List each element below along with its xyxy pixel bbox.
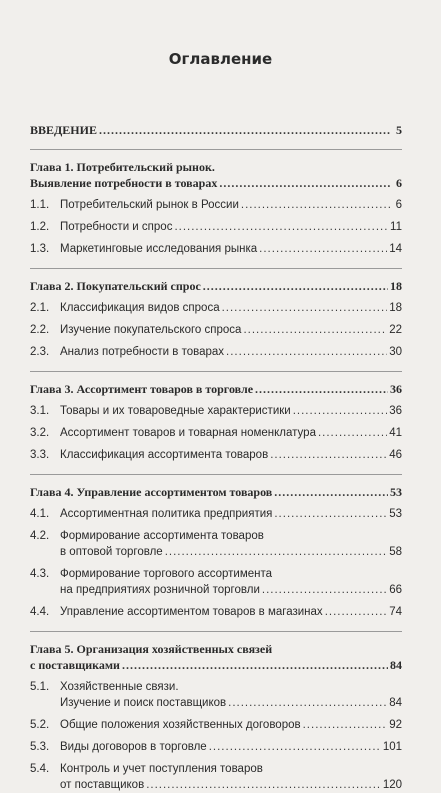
toc-item-line-2[interactable] (30, 582, 402, 598)
toc-page-number: 22 (389, 324, 402, 336)
section-title: Потребности и спрос (60, 221, 173, 233)
section-number: 2.2. (30, 324, 50, 336)
dot-leader (318, 425, 387, 441)
dot-leader (228, 695, 387, 711)
toc-page-number: 36 (389, 405, 402, 417)
toc-chapter-1-line-2[interactable] (30, 175, 402, 191)
toc-page-number: 74 (389, 606, 402, 618)
section-title: Виды договоров в торговле (60, 741, 207, 753)
dot-leader (241, 197, 390, 213)
divider (30, 149, 402, 150)
chapter-title: Выявление потребности в товарах (30, 176, 218, 190)
toc-item[interactable] (30, 717, 402, 733)
toc-page-number: 58 (389, 546, 402, 558)
dot-leader (99, 122, 390, 138)
section-number: 3.1. (30, 405, 50, 417)
section-title: Классификация ассортимента товаров (60, 449, 269, 461)
toc-page-number: 14 (389, 243, 402, 255)
toc-item[interactable] (30, 344, 402, 360)
section-title: на предприятиях розничной торговли (60, 584, 260, 596)
toc-item-line-1[interactable] (30, 679, 402, 695)
toc-page-number: 66 (389, 584, 402, 596)
toc-page-number: 18 (389, 302, 402, 314)
dot-leader (174, 219, 388, 235)
section-title: Формирование ассортимента товаров (60, 530, 264, 542)
toc-page-number: 36 (390, 382, 402, 396)
section-number: 3.2. (30, 427, 50, 439)
chapter-title: Глава 5. Организация хозяйственных связей (30, 642, 273, 656)
section-number: 4.1. (30, 508, 50, 520)
toc-item[interactable] (30, 219, 402, 235)
section-number: 5.1. (30, 681, 50, 693)
chapter-title: Глава 3. Ассортимент товаров в торговле (30, 382, 254, 396)
chapter-title: Глава 2. Покупательский спрос (30, 279, 201, 293)
section-number: 3.3. (30, 449, 50, 461)
toc-item[interactable] (30, 425, 402, 441)
dot-leader (274, 484, 388, 500)
section-number: 1.2. (30, 221, 50, 233)
toc-chapter-4[interactable] (30, 484, 402, 500)
toc-item[interactable] (30, 241, 402, 257)
section-number: 5.2. (30, 719, 50, 731)
table-of-contents (30, 122, 402, 793)
section-number: 1.1. (30, 199, 50, 211)
section-title: Ассортимент товаров и товарная номенклатура (60, 427, 316, 439)
toc-item-line-1[interactable] (30, 528, 402, 544)
section-title: Контроль и учет поступления товаров (60, 763, 263, 775)
dot-leader (303, 717, 388, 733)
dot-leader (274, 506, 387, 522)
section-title: Маркетинговые исследования рынка (60, 243, 258, 255)
toc-page-number: 84 (390, 658, 402, 672)
chapter-title: с поставщиками (30, 658, 120, 672)
toc-intro[interactable] (30, 122, 402, 138)
toc-page-number: 53 (389, 508, 402, 520)
section-title: Товары и их товароведные характеристики (60, 405, 291, 417)
section-number: 2.1. (30, 302, 50, 314)
toc-item-line-2[interactable] (30, 777, 402, 793)
section-title: Изучение и поиск поставщиков (60, 697, 227, 709)
dot-leader (203, 278, 388, 294)
dot-leader (226, 344, 387, 360)
dot-leader (262, 582, 387, 598)
section-title: Ассортиментная политика предприятия (60, 508, 273, 520)
toc-item-line-2[interactable] (30, 695, 402, 711)
toc-page-number: 6 (395, 199, 402, 211)
toc-item[interactable] (30, 403, 402, 419)
divider (30, 631, 402, 632)
toc-chapter-1-line-1[interactable] (30, 159, 402, 175)
chapter-title: Глава 4. Управление ассортиментом товаров (30, 485, 273, 499)
dot-leader (209, 739, 381, 755)
toc-chapter-5-line-1[interactable] (30, 641, 402, 657)
toc-item[interactable] (30, 447, 402, 463)
section-title: от поставщиков (60, 779, 145, 791)
toc-page-number: 11 (390, 221, 402, 233)
section-title: Изучение покупательского спроса (60, 324, 242, 336)
section-number: 4.3. (30, 568, 50, 580)
toc-chapter-3[interactable] (30, 381, 402, 397)
toc-intro-label: ВВЕДЕНИЕ (30, 123, 97, 137)
toc-page-number: 30 (389, 346, 402, 358)
dot-leader (325, 604, 388, 620)
chapter-title: Глава 1. Потребительский рынок. (30, 160, 215, 174)
page-title: Оглавление (168, 50, 273, 68)
toc-page-number: 6 (396, 176, 402, 190)
toc-page-number: 101 (382, 741, 402, 753)
dot-leader (293, 403, 388, 419)
toc-item[interactable] (30, 197, 402, 213)
toc-page-number: 92 (389, 719, 402, 731)
section-number: 5.4. (30, 763, 50, 775)
dot-leader (255, 381, 388, 397)
toc-item-line-2[interactable] (30, 544, 402, 560)
divider (30, 474, 402, 475)
toc-item[interactable] (30, 739, 402, 755)
dot-leader (146, 777, 381, 793)
toc-chapter-5-line-2[interactable] (30, 657, 402, 673)
toc-page-number: 46 (389, 449, 402, 461)
divider (30, 371, 402, 372)
toc-page-number: 5 (396, 123, 402, 137)
toc-item[interactable] (30, 604, 402, 620)
toc-page-number: 41 (389, 427, 402, 439)
section-number: 5.3. (30, 741, 50, 753)
section-title: Общие положения хозяйственных договоров (60, 719, 301, 731)
dot-leader (222, 300, 388, 316)
dot-leader (243, 322, 387, 338)
section-number: 1.3. (30, 243, 50, 255)
toc-page-number: 53 (390, 485, 402, 499)
toc-item[interactable] (30, 506, 402, 522)
section-number: 4.4. (30, 606, 50, 618)
toc-chapter-2[interactable] (30, 278, 402, 294)
section-title: Классификация видов спроса (60, 302, 220, 314)
toc-page-number: 120 (382, 779, 402, 791)
section-title: Управление ассортиментом товаров в магазинах (60, 606, 323, 618)
dot-leader (165, 544, 388, 560)
toc-page-number: 84 (389, 697, 402, 709)
dot-leader (270, 447, 387, 463)
toc-page-number: 18 (390, 279, 402, 293)
toc-item-line-1[interactable] (30, 761, 402, 777)
dot-leader (122, 657, 388, 673)
section-title: Потребительский рынок в России (60, 199, 239, 211)
toc-item-line-1[interactable] (30, 566, 402, 582)
section-number: 2.3. (30, 346, 50, 358)
toc-item[interactable] (30, 300, 402, 316)
section-title: Формирование торгового ассортимента (60, 568, 273, 580)
toc-item[interactable] (30, 322, 402, 338)
section-title: Хозяйственные связи. (60, 681, 179, 693)
divider (30, 268, 402, 269)
dot-leader (219, 175, 390, 191)
section-number: 4.2. (30, 530, 50, 542)
dot-leader (259, 241, 387, 257)
section-title: в оптовой торговле (60, 546, 163, 558)
section-title: Анализ потребности в товарах (60, 346, 225, 358)
